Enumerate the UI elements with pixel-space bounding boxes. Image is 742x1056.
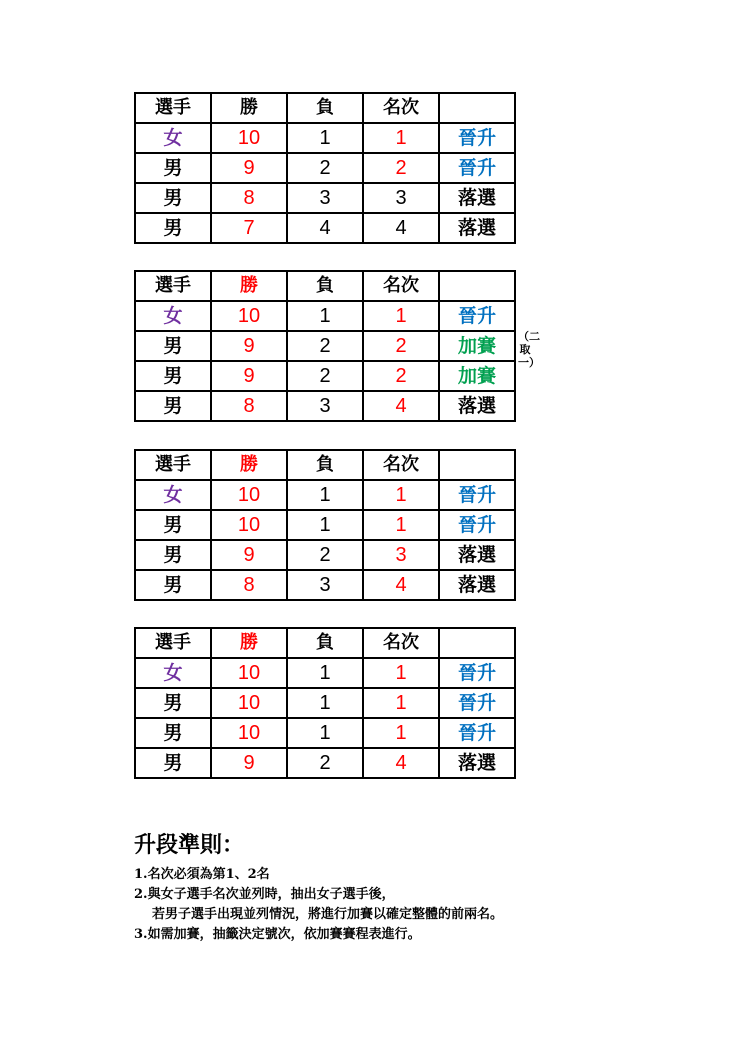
standings-table-4 — [134, 627, 516, 779]
rank-cell: 2 — [363, 361, 439, 391]
result-cell: 晉升 — [439, 301, 515, 331]
losses-cell: 2 — [287, 748, 363, 778]
wins-cell: 10 — [211, 510, 287, 540]
wins-cell: 10 — [211, 688, 287, 718]
losses-cell: 2 — [287, 361, 363, 391]
losses-cell: 2 — [287, 331, 363, 361]
table-row — [135, 153, 515, 183]
header-wins: 勝 — [211, 93, 287, 123]
table-row — [135, 688, 515, 718]
table-row — [135, 540, 515, 570]
rank-cell: 3 — [363, 183, 439, 213]
header-wins: 勝 — [211, 628, 287, 658]
header-losses: 負 — [287, 450, 363, 480]
table-row — [135, 123, 515, 153]
player-cell: 男 — [135, 331, 211, 361]
table-row — [135, 183, 515, 213]
losses-cell: 1 — [287, 688, 363, 718]
result-cell: 晉升 — [439, 718, 515, 748]
player-cell: 男 — [135, 688, 211, 718]
wins-cell: 9 — [211, 361, 287, 391]
result-cell: 加賽 — [439, 361, 515, 391]
player-cell: 男 — [135, 361, 211, 391]
player-cell: 男 — [135, 540, 211, 570]
header-result — [439, 450, 515, 480]
standings-table-1 — [134, 92, 516, 244]
result-cell: 落選 — [439, 540, 515, 570]
rank-cell: 2 — [363, 153, 439, 183]
rank-cell: 1 — [363, 510, 439, 540]
losses-cell: 3 — [287, 570, 363, 600]
table-row — [135, 718, 515, 748]
wins-cell: 7 — [211, 213, 287, 243]
rank-cell: 4 — [363, 570, 439, 600]
header-result — [439, 628, 515, 658]
losses-cell: 4 — [287, 213, 363, 243]
wins-cell: 10 — [211, 480, 287, 510]
rank-cell: 1 — [363, 480, 439, 510]
wins-cell: 10 — [211, 658, 287, 688]
player-cell: 女 — [135, 658, 211, 688]
standings-table-3 — [134, 449, 516, 601]
player-cell: 男 — [135, 213, 211, 243]
wins-cell: 10 — [211, 123, 287, 153]
rank-cell: 2 — [363, 331, 439, 361]
rule-item-2-continued: 若男子選手出現並列情況，將進行加賽以確定整體的前兩名。 — [152, 907, 504, 922]
player-cell: 男 — [135, 748, 211, 778]
table-row — [135, 658, 515, 688]
losses-cell: 1 — [287, 301, 363, 331]
result-cell: 晉升 — [439, 480, 515, 510]
table-row — [135, 748, 515, 778]
result-cell: 晉升 — [439, 510, 515, 540]
rank-cell: 4 — [363, 391, 439, 421]
wins-cell: 8 — [211, 391, 287, 421]
promotion-rules — [134, 828, 694, 945]
wins-cell: 8 — [211, 570, 287, 600]
losses-cell: 1 — [287, 123, 363, 153]
table-row — [135, 361, 515, 391]
standings-table-2 — [134, 270, 516, 422]
losses-cell: 1 — [287, 658, 363, 688]
wins-cell: 9 — [211, 331, 287, 361]
table-row — [135, 213, 515, 243]
losses-cell: 2 — [287, 540, 363, 570]
table-row — [135, 391, 515, 421]
wins-cell: 9 — [211, 748, 287, 778]
wins-cell: 8 — [211, 183, 287, 213]
result-cell: 晉升 — [439, 688, 515, 718]
losses-cell: 3 — [287, 391, 363, 421]
losses-cell: 3 — [287, 183, 363, 213]
header-rank: 名次 — [363, 93, 439, 123]
player-cell: 男 — [135, 183, 211, 213]
header-player: 選手 — [135, 271, 211, 301]
result-cell: 落選 — [439, 391, 515, 421]
rank-cell: 4 — [363, 748, 439, 778]
result-cell: 晉升 — [439, 153, 515, 183]
rule-item-3: 3.如需加賽，抽籤決定號次，依加賽賽程表進行。 — [134, 927, 421, 942]
result-cell: 落選 — [439, 748, 515, 778]
result-cell: 晉升 — [439, 123, 515, 153]
table-row — [135, 480, 515, 510]
table-header-row — [135, 271, 515, 301]
player-cell: 男 — [135, 391, 211, 421]
table-header-row — [135, 93, 515, 123]
header-rank: 名次 — [363, 450, 439, 480]
header-player: 選手 — [135, 93, 211, 123]
rule-item-2: 2.與女子選手名次並列時，抽出女子選手後， — [134, 887, 395, 902]
rank-cell: 1 — [363, 718, 439, 748]
player-cell: 女 — [135, 123, 211, 153]
rules-title: 升段準則： — [134, 832, 245, 858]
header-wins: 勝 — [211, 271, 287, 301]
wins-cell: 10 — [211, 301, 287, 331]
header-rank: 名次 — [363, 628, 439, 658]
player-cell: 男 — [135, 718, 211, 748]
wins-cell: 9 — [211, 540, 287, 570]
header-losses: 負 — [287, 93, 363, 123]
header-losses: 負 — [287, 271, 363, 301]
losses-cell: 1 — [287, 718, 363, 748]
header-player: 選手 — [135, 628, 211, 658]
header-player: 選手 — [135, 450, 211, 480]
rank-cell: 1 — [363, 301, 439, 331]
table-row — [135, 570, 515, 600]
wins-cell: 9 — [211, 153, 287, 183]
table-row — [135, 510, 515, 540]
result-cell: 落選 — [439, 570, 515, 600]
player-cell: 男 — [135, 570, 211, 600]
rank-cell: 4 — [363, 213, 439, 243]
header-result — [439, 271, 515, 301]
rank-cell: 1 — [363, 688, 439, 718]
table-row — [135, 301, 515, 331]
result-cell: 晉升 — [439, 658, 515, 688]
losses-cell: 2 — [287, 153, 363, 183]
header-result — [439, 93, 515, 123]
result-cell: 落選 — [439, 213, 515, 243]
rule-item-1: 1.名次必須為第1、2名 — [134, 867, 270, 882]
result-cell: 落選 — [439, 183, 515, 213]
losses-cell: 1 — [287, 480, 363, 510]
wins-cell: 10 — [211, 718, 287, 748]
header-wins: 勝 — [211, 450, 287, 480]
player-cell: 女 — [135, 480, 211, 510]
rank-cell: 1 — [363, 658, 439, 688]
table-header-row — [135, 450, 515, 480]
losses-cell: 1 — [287, 510, 363, 540]
table-row — [135, 331, 515, 361]
header-losses: 負 — [287, 628, 363, 658]
tiebreak-side-note: （二取一） — [518, 330, 540, 369]
player-cell: 男 — [135, 510, 211, 540]
table-header-row — [135, 628, 515, 658]
rank-cell: 1 — [363, 123, 439, 153]
rank-cell: 3 — [363, 540, 439, 570]
player-cell: 男 — [135, 153, 211, 183]
player-cell: 女 — [135, 301, 211, 331]
result-cell: 加賽 — [439, 331, 515, 361]
header-rank: 名次 — [363, 271, 439, 301]
